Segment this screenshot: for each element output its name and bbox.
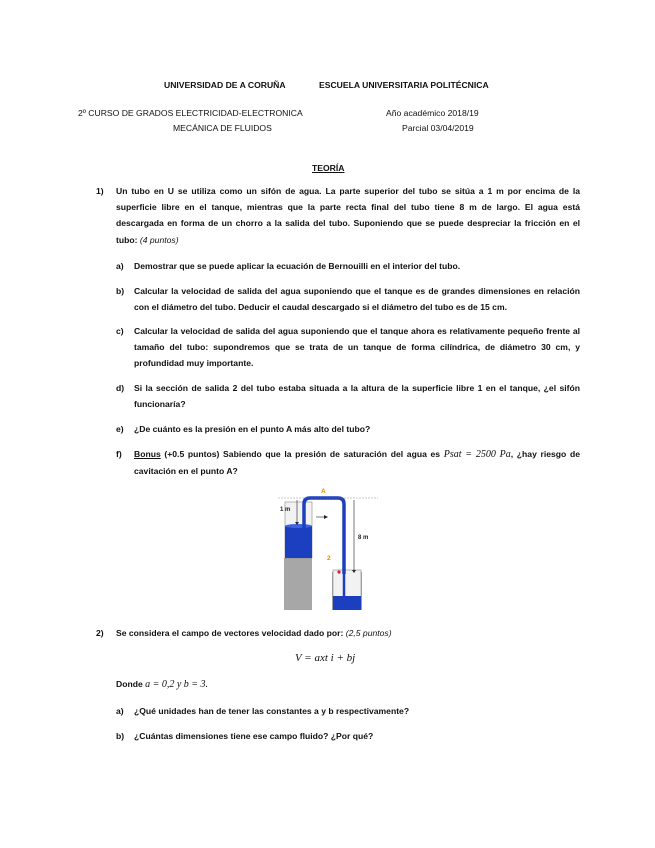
subject-name: MECÁNICA DE FLUIDOS [173,123,272,133]
q1-number: 1) [96,186,104,196]
q1-c-label: c) [116,326,124,336]
label-1m: 1 m [280,507,291,513]
q1-b-label: b) [116,286,125,296]
where-values: a = 0,2 y b = 3. [145,679,209,690]
left-water-surface [285,524,312,528]
q2-a-text: ¿Qué unidades han de tener las constantes a y b respectivamente? [134,706,410,716]
q1-a-text: Demostrar que se puede aplicar la ecuación de Bernouilli en el interior del tubo. [134,261,461,271]
academic-year: Año académico 2018/19 [386,108,479,118]
q1-d-text: Si la sección de salida 2 del tubo estaba situada a la altura de la superficie libre 1 en el tanque, ¿el sifón funcionaría? [134,383,580,410]
q1-f-text-b: , ¿hay riesgo de cavitación en el punto A? [134,449,580,477]
q1-text: Un tubo en U se utiliza como un sifón de agua. La parte superior del tubo se sitúa a 1 m por encima de la superficie libre en el tanque, mientras que la parte recta final del tubo tiene 8 m de largo. El agua está descargada en forma de un chorro a la salida del tubo. Suponiendo que se puede despreciar la fricción en el tubo: [116,186,580,245]
q1-e-label: e) [116,424,124,434]
q1-d-label: d) [116,383,125,393]
right-tank-water [333,596,361,610]
q1-c-text: Calcular la velocidad de salida del agua suponiendo que el tanque ahora es relativamente pequeño frente al tamaño del tubo: supondremos que se trata de un tanque de forma cilíndrica, de diámetro 30 cm, y profundidad muy importante. [134,326,580,369]
left-tank-base [284,558,312,610]
q2-statement [116,625,580,641]
psat-formula: Psat = 2500 Pa [443,449,511,460]
label-A: A [321,488,326,495]
q2-b-label: b) [116,731,125,741]
q2-points: (2,5 puntos) [345,628,392,638]
section-title: TEORÍA [312,163,345,173]
q1-points: (4 puntos) [139,234,179,245]
point-2-marker [337,570,340,573]
siphon-figure [278,484,378,610]
q1-e-text: ¿De cuánto es la presión en el punto A más alto del tubo? [134,424,371,434]
q1-b-text: Calcular la velocidad de salida del agua suponiendo que el tanque es de grandes dimensiones en relación con el diámetro del tubo. Deducir el caudal descargado si el diámetro del tubo es de 15 cm. [134,286,580,313]
university-name: UNIVERSIDAD DE A CORUÑA [164,80,286,90]
q1-f-label: f) [116,449,122,459]
q1-a-label: a) [116,261,124,271]
q2-b-text: ¿Cuántas dimensiones tiene ese campo fluido? ¿Por qué? [134,731,374,741]
q2-a-label: a) [116,706,124,716]
exam-date: Parcial 03/04/2019 [402,123,474,133]
q2-number: 2) [96,628,104,638]
q1-statement [116,183,580,248]
bonus-label: Bonus [134,449,161,459]
q2-text: Se considera el campo de vectores velocidad dado por: [116,628,346,638]
label-2: 2 [327,555,331,562]
q2-where [116,676,416,693]
q1-f-text-a: (+0.5 puntos) Sabiendo que la presión de saturación del agua es [160,449,444,459]
school-name: ESCUELA UNIVERSITARIA POLITÉCNICA [319,80,489,90]
where-label: Donde [116,679,146,689]
left-tank-water [285,526,312,558]
course-name: 2º CURSO DE GRADOS ELECTRICIDAD-ELECTRONICA [78,108,303,118]
q1-f-text [134,446,580,479]
velocity-equation: V = axt i + bj [295,652,356,664]
label-8m: 8 m [358,535,369,541]
